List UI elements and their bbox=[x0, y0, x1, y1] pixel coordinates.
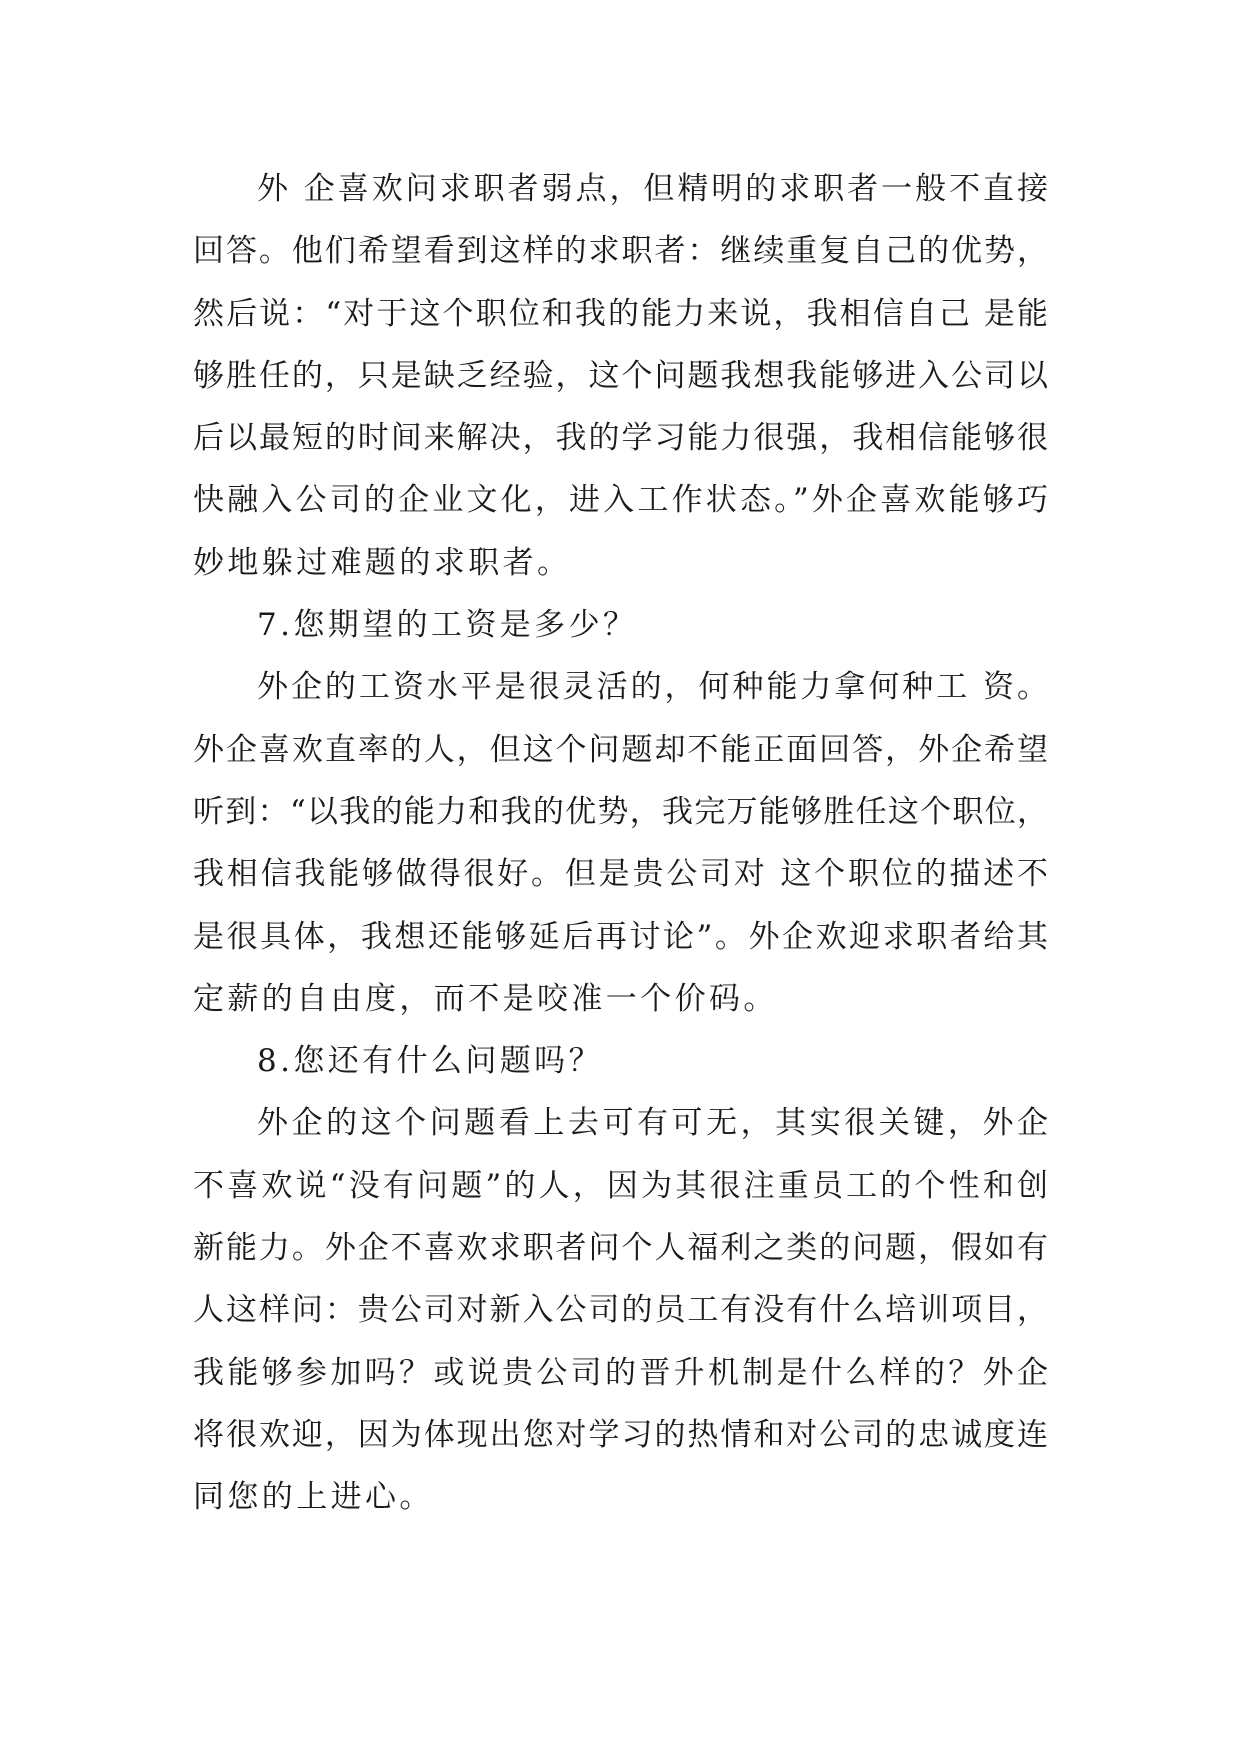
text-line: 回答。他们希望看到这样的求职者：继续重复自己的优势， bbox=[193, 233, 1048, 270]
text-line: 外 企喜欢问求职者弱点，但精明的求职者一般不直接 bbox=[257, 171, 1048, 207]
text-line: 外企的这个问题看上去可有可无，其实很关键，外企 bbox=[257, 1105, 1048, 1142]
text-line: 然后说：“对于这个职位和我的能力来说，我相信自己 是能 bbox=[193, 295, 1048, 332]
text-line: 外企喜欢直率的人，但这个问题却不能正面回答，外企希望 bbox=[193, 731, 1048, 768]
text-line: 妙地躲过难题的求职者。 bbox=[193, 544, 572, 581]
document-body bbox=[193, 158, 1048, 1529]
text-line: 新能力。外企不喜欢求职者问个人福利之类的问题，假如有 bbox=[193, 1230, 1048, 1267]
section-heading: 7.您期望的工资是多少？ bbox=[257, 607, 638, 644]
text-line: 后以最短的时间来解决，我的学习能力很强，我相信能够很 bbox=[193, 420, 1048, 457]
text-line: 我相信我能够做得很好。但是贵公司对 这个职位的描述不 bbox=[193, 856, 1048, 893]
text-line: 定薪的自由度，而不是咬准一个价码。 bbox=[193, 980, 778, 1017]
text-line: 外企的工资水平是很灵活的，何种能力拿何种工 资。 bbox=[257, 669, 1048, 706]
text-line: 我能够参加吗？或说贵公司的晋升机制是什么样的？外企 bbox=[193, 1354, 1048, 1391]
text-line: 听到：“以我的能力和我的优势，我完万能够胜任这个职位， bbox=[193, 793, 1048, 830]
text-line: 不喜欢说“没有问题”的人，因为其很注重员工的个性和创 bbox=[193, 1167, 1048, 1204]
text-line: 快融入公司的企业文化，进入工作状态。”外企喜欢能够巧 bbox=[193, 482, 1048, 519]
section-heading: 8.您还有什么问题吗？ bbox=[257, 1043, 603, 1080]
text-line: 同您的上进心。 bbox=[193, 1479, 434, 1516]
text-line: 人这样问：贵公司对新入公司的员工有没有什么培训项目， bbox=[193, 1292, 1048, 1329]
text-line: 够胜任的，只是缺乏经验，这个问题我想我能够进入公司以 bbox=[193, 357, 1048, 394]
text-line: 是很具体，我想还能够延后再讨论”。外企欢迎求职者给其 bbox=[193, 918, 1048, 955]
text-line: 将很欢迎，因为体现出您对学习的热情和对公司的忠诚度连 bbox=[193, 1416, 1048, 1453]
